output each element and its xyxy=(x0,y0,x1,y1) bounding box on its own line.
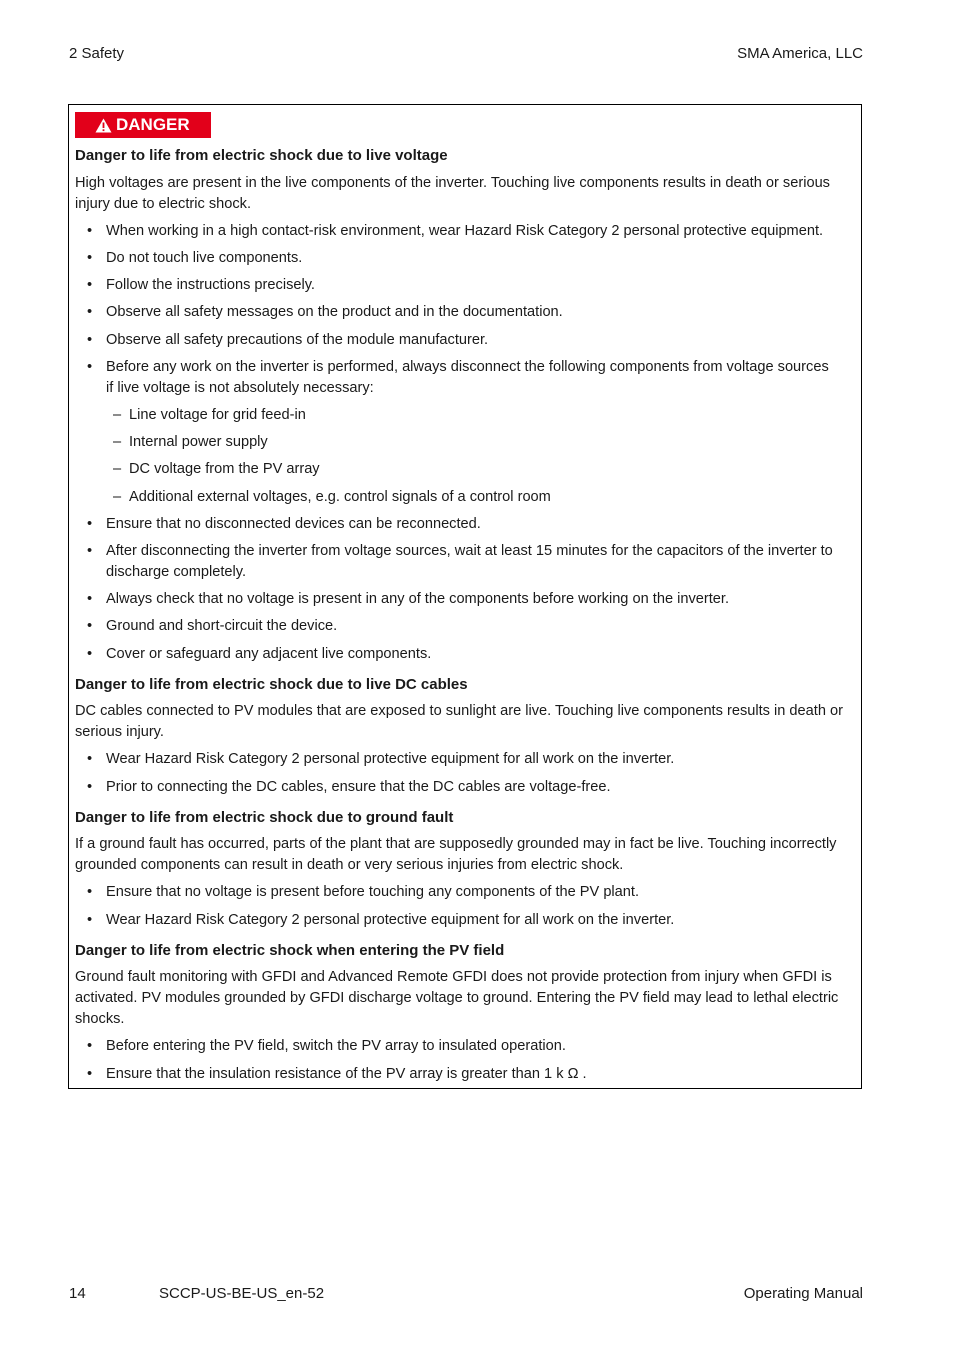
list-item: Cover or safeguard any adjacent live components. xyxy=(106,646,432,662)
danger-label: DANGER xyxy=(116,115,190,134)
paragraph-line: serious injury. xyxy=(75,724,164,740)
list-item: Wear Hazard Risk Category 2 personal protective equipment for all work on the inverter. xyxy=(106,751,675,767)
list-item: Ensure that no voltage is present before touching any components of the PV plant. xyxy=(106,884,640,900)
section-heading: Danger to life from electric shock due to live voltage xyxy=(75,147,448,164)
list-item: Observe all safety messages on the product and in the documentation. xyxy=(106,304,563,320)
list-item: Wear Hazard Risk Category 2 personal protective equipment for all work on the inverter. xyxy=(106,912,675,928)
header-company: SMA America, LLC xyxy=(737,45,863,62)
dash: – xyxy=(113,407,122,423)
header-section: 2 Safety xyxy=(69,45,125,62)
bullet: • xyxy=(87,779,93,795)
document-id: SCCP-US-BE-US_en-52 xyxy=(159,1285,325,1302)
bullet: • xyxy=(87,884,93,900)
paragraph-line: High voltages are present in the live components of the inverter. Touching live components results in death or serious xyxy=(75,175,830,191)
paragraph-line: If a ground fault has occurred, parts of the plant that are supposedly grounded may in fact be live. Touching incorrectly xyxy=(75,836,837,852)
bullet: • xyxy=(87,1038,93,1054)
paragraph-line: grounded components can result in death or very serious injuries from electric shock. xyxy=(75,857,624,873)
dash: – xyxy=(113,461,122,477)
list-item: After disconnecting the inverter from voltage sources, wait at least 15 minutes for the capacitors of the inverter to xyxy=(106,543,833,559)
sub-list-item: Additional external voltages, e.g. control signals of a control room xyxy=(129,489,551,505)
bullet: • xyxy=(87,223,93,239)
list-item: Ensure that the insulation resistance of the PV array is greater than 1 k Ω . xyxy=(106,1066,587,1082)
page-number: 14 xyxy=(69,1285,86,1302)
dash: – xyxy=(113,434,122,450)
list-item: Prior to connecting the DC cables, ensure that the DC cables are voltage-free. xyxy=(106,779,611,795)
list-item: discharge completely. xyxy=(106,564,247,580)
list-item: When working in a high contact-risk environment, wear Hazard Risk Category 2 personal protective equipment. xyxy=(106,223,824,239)
list-item: Observe all safety precautions of the module manufacturer. xyxy=(106,332,489,348)
list-item: Always check that no voltage is present in any of the components before working on the inverter. xyxy=(106,591,730,607)
bullet: • xyxy=(87,359,93,375)
sub-list-item: Line voltage for grid feed-in xyxy=(129,407,306,423)
list-item: Before entering the PV field, switch the PV array to insulated operation. xyxy=(106,1038,566,1054)
bullet: • xyxy=(87,751,93,767)
warning-icon xyxy=(95,118,112,133)
list-item: Ground and short-circuit the device. xyxy=(106,618,338,634)
section-heading: Danger to life from electric shock due to ground fault xyxy=(75,809,454,826)
dash: – xyxy=(113,489,122,505)
list-item: Ensure that no disconnected devices can be reconnected. xyxy=(106,516,481,532)
paragraph-line: activated. PV modules grounded by GFDI discharge voltage to ground. Entering the PV field may lead to lethal electric xyxy=(75,990,839,1006)
danger-badge xyxy=(75,112,211,138)
section-heading: Danger to life from electric shock when entering the PV field xyxy=(75,942,505,959)
bullet: • xyxy=(87,912,93,928)
bullet: • xyxy=(87,332,93,348)
bullet: • xyxy=(87,618,93,634)
list-item: Do not touch live components. xyxy=(106,250,303,266)
bullet: • xyxy=(87,543,93,559)
sub-list-item: DC voltage from the PV array xyxy=(129,461,320,477)
bullet: • xyxy=(87,591,93,607)
bullet: • xyxy=(87,250,93,266)
list-item: Follow the instructions precisely. xyxy=(106,277,315,293)
sub-list-item: Internal power supply xyxy=(129,434,268,450)
bullet: • xyxy=(87,277,93,293)
section-heading: Danger to life from electric shock due to live DC cables xyxy=(75,676,468,693)
paragraph-line: injury due to electric shock. xyxy=(75,196,252,212)
list-item: Before any work on the inverter is performed, always disconnect the following components from voltage sources xyxy=(106,359,829,375)
paragraph-line: Ground fault monitoring with GFDI and Advanced Remote GFDI does not provide protection from injury when GFDI is xyxy=(75,969,832,985)
paragraph-line: shocks. xyxy=(75,1011,125,1027)
paragraph-line: DC cables connected to PV modules that are exposed to sunlight are live. Touching live components results in death or xyxy=(75,703,843,719)
bullet: • xyxy=(87,1066,93,1082)
manual-title: Operating Manual xyxy=(743,1285,863,1302)
bullet: • xyxy=(87,516,93,532)
list-item: if live voltage is not absolutely necessary: xyxy=(106,380,374,396)
bullet: • xyxy=(87,304,93,320)
bullet: • xyxy=(87,646,93,662)
